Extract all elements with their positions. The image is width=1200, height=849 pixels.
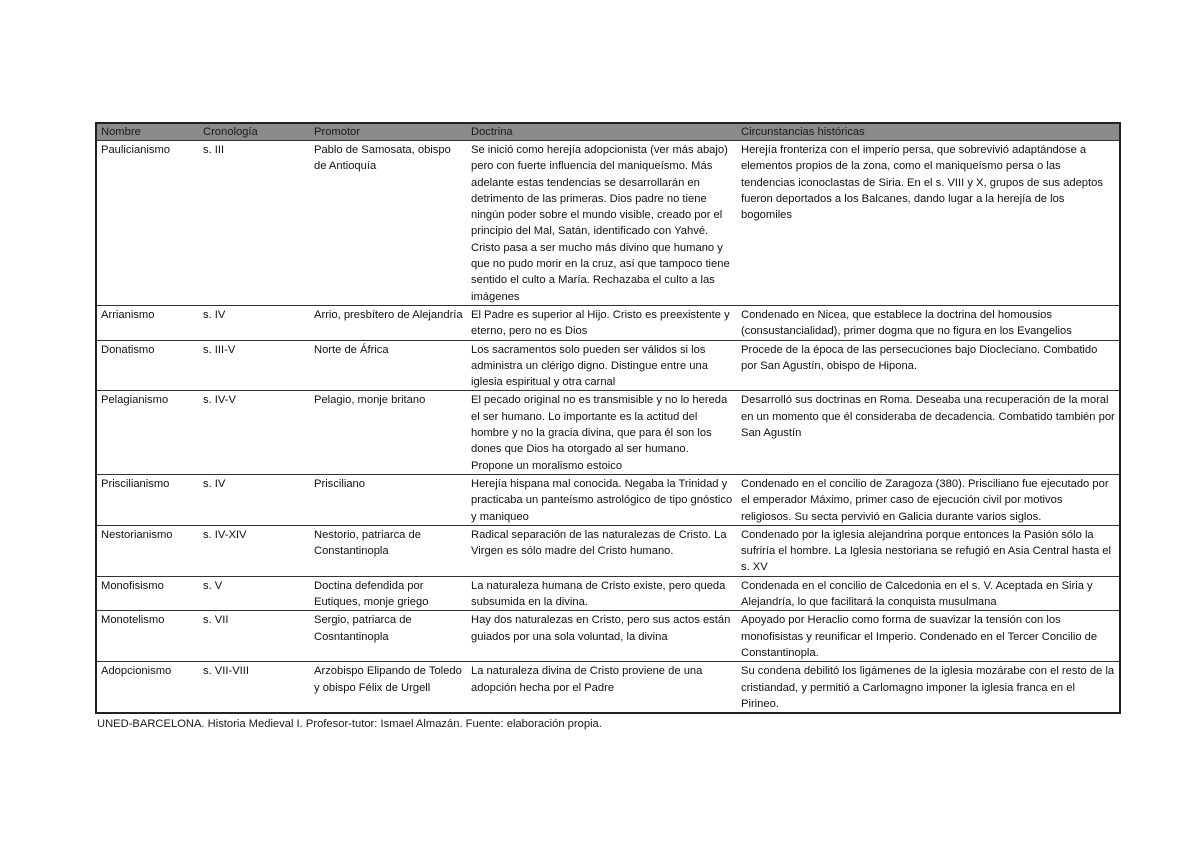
cell-circunstancias: Herejía fronteriza con el imperio persa, que sobrevivió adaptándose a elementos propios de la zona, como el maniqueísmo persa o las tendencias iconoclastas de Siria. En el s. VIII y X, grupos de sus adeptos fueron deportados a los Balcanes, dando lugar a la herejía de los bogomiles <box>741 144 1103 222</box>
document-page <box>95 122 1120 732</box>
cell-doctrina: Radical separación de las naturalezas de Cristo. La Virgen es sólo madre del Cristo humano. <box>467 525 737 576</box>
cell-promotor: Norte de África <box>310 340 467 391</box>
cell-promotor: Arrio, presbítero de Alejandría <box>310 305 467 340</box>
table-row <box>96 474 1120 525</box>
cell-doctrina: La naturaleza divina de Cristo proviene de una adopción hecha por el Padre <box>467 662 737 713</box>
cell-circunstancias: Condenado en el concilio de Zaragoza (380). Prisciliano fue ejecutado por el emperador Máximo, primer caso de ejecución civil por motivos religiosos. Su secta pervivió en Galicia durante varios siglos. <box>737 474 1120 525</box>
cell-nombre: Adopcionismo <box>96 662 199 713</box>
cell-promotor: Pablo de Samosata, obispo de Antioquía <box>314 144 451 173</box>
header-circunstancias: Circunstancias históricas <box>737 123 1120 141</box>
cell-circunstancias: Condenado por la iglesia alejandrina porque entonces la Pasión sólo la sufriría el hombre. La Iglesia nestoriana se refugió en Asia Central hasta el s. XV <box>737 525 1120 576</box>
cell-circunstancias: Desarrolló sus doctrinas en Roma. Deseaba una recuperación de la moral en un momento que él consideraba de decadencia. Combatido también por San Agustín <box>737 391 1120 474</box>
cell-circunstancias: Procede de la época de las persecuciones bajo Diocleciano. Combatido por San Agustín, obispo de Hipona. <box>737 340 1120 391</box>
cell-promotor: Prisciliano <box>310 474 467 525</box>
heresies-table <box>95 122 1121 714</box>
cell-circunstancias: Condenado en Nicea, que establece la doctrina del homousios (consustancialidad), primer dogma que no figura en los Evangelios <box>737 305 1120 340</box>
cell-cronologia: s. III-V <box>199 340 310 391</box>
header-promotor: Promotor <box>310 123 467 141</box>
cell-circunstancias: Condenada en el concilio de Calcedonia en el s. V. Aceptada en Siria y Alejandría, lo que facilitará la conquista musulmana <box>737 576 1120 611</box>
table-body <box>96 141 1120 714</box>
cell-nombre: Monofisismo <box>96 576 199 611</box>
table-row <box>96 576 1120 611</box>
cell-cronologia: s. V <box>199 576 310 611</box>
table-row <box>96 525 1120 576</box>
table-row <box>96 611 1120 662</box>
header-nombre: Nombre <box>96 123 199 141</box>
cell-cronologia: s. IV <box>199 474 310 525</box>
cell-cronologia: s. IV <box>199 305 310 340</box>
source-caption: UNED-BARCELONA. Historia Medieval I. Profesor-tutor: Ismael Almazán. Fuente: elaboración propia. <box>97 718 602 731</box>
cell-nombre: Paulicianismo <box>101 144 171 156</box>
cell-circunstancias: Apoyado por Heraclio como forma de suavizar la tensión con los monofisistas y reunificar el Imperio. Condenado en el Tercer Concilio de Constantinopla. <box>737 611 1120 662</box>
cell-cronologia: s. VII <box>199 611 310 662</box>
table-row <box>96 391 1120 474</box>
cell-promotor: Pelagio, monje britano <box>310 391 467 474</box>
table-row <box>96 340 1120 391</box>
cell-doctrina: La naturaleza humana de Cristo existe, pero queda subsumida en la divina. <box>467 576 737 611</box>
cell-doctrina: El pecado original no es transmisible y no lo hereda el ser humano. Lo importante es la actitud del hombre y no la gracia divina, que para él son los dones que Dios ha otorgado al ser humano. Propone un moralismo estoico <box>467 391 737 474</box>
cell-nombre: Donatismo <box>96 340 199 391</box>
cell-doctrina: Los sacramentos solo pueden ser válidos si los administra un clérigo digno. Distingue entre una iglesia espiritual y otra carnal <box>467 340 737 391</box>
cell-nombre: Nestorianismo <box>96 525 199 576</box>
header-doctrina: Doctrina <box>467 123 737 141</box>
table-row <box>96 662 1120 713</box>
cell-cronologia: s. VII-VIII <box>199 662 310 713</box>
cell-nombre: Priscilianismo <box>96 474 199 525</box>
cell-nombre: Arrianismo <box>96 305 199 340</box>
table-header <box>96 123 1120 141</box>
cell-nombre: Monotelismo <box>96 611 199 662</box>
cell-promotor: Arzobispo Elipando de Toledo y obispo Félix de Urgell <box>310 662 467 713</box>
cell-doctrina: Se inició como herejía adopcionista (ver más abajo) pero con fuerte influencia del maniqueísmo. Más adelante estas tendencias se desarrollarán en detrimento de las primeras. Dios padre no tiene ningún poder sobre el mundo visible, creado por el principio del Mal, Satán, identificado con Yahvé. Cristo pasa a ser mucho más divino que humano y que no pudo morir en la cruz, así que tampoco tiene sentido el culto a María. Rechazaba el culto a las imágenes <box>471 144 730 303</box>
cell-promotor: Doctina defendida por Eutiques, monje griego <box>310 576 467 611</box>
table-row <box>96 141 1120 306</box>
table-row <box>96 305 1120 340</box>
cell-promotor: Nestorio, patriarca de Constantinopla <box>310 525 467 576</box>
cell-cronologia: s. III <box>203 144 225 156</box>
cell-doctrina: Herejía hispana mal conocida. Negaba la Trinidad y practicaba un panteísmo astrológico de tipo gnóstico y maniqueo <box>467 474 737 525</box>
cell-nombre: Pelagianismo <box>96 391 199 474</box>
header-cronologia: Cronología <box>199 123 310 141</box>
cell-cronologia: s. IV-V <box>199 391 310 474</box>
header-row <box>96 123 1120 141</box>
cell-promotor: Sergio, patriarca de Cosntantinopla <box>310 611 467 662</box>
cell-doctrina: El Padre es superior al Hijo. Cristo es preexistente y eterno, pero no es Dios <box>467 305 737 340</box>
cell-cronologia: s. IV-XIV <box>199 525 310 576</box>
cell-doctrina: Hay dos naturalezas en Cristo, pero sus actos están guiados por una sola voluntad, la divina <box>467 611 737 662</box>
cell-circunstancias: Su condena debilitó los ligámenes de la iglesia mozárabe con el resto de la cristiandad, y permitió a Carlomagno imponer la iglesia franca en el Pirineo. <box>737 662 1120 713</box>
